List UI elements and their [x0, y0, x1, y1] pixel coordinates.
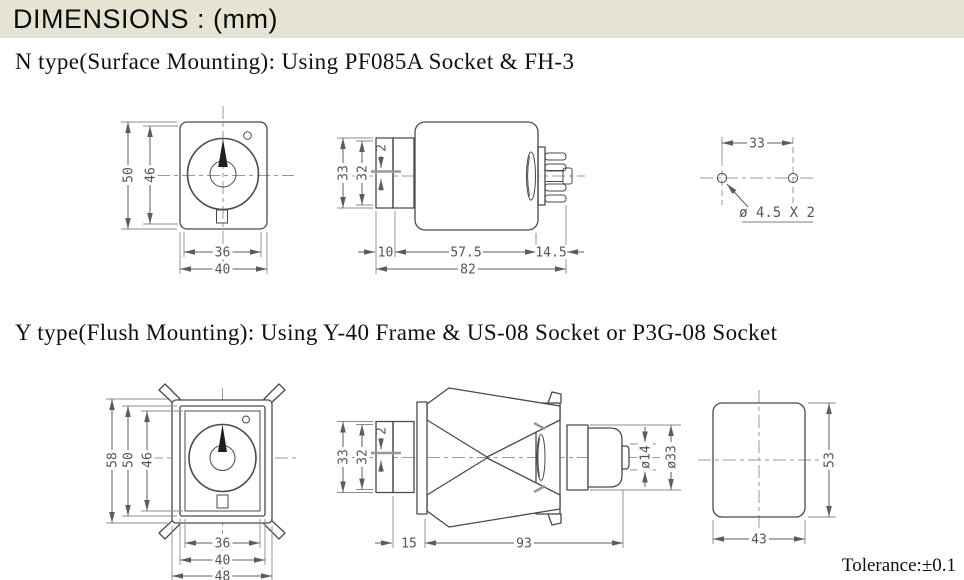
dim-label: 33 [336, 449, 352, 465]
relay-body [415, 122, 538, 230]
dial-pointer [218, 139, 228, 167]
dim-label: 36 [214, 245, 231, 261]
dim-label: ø14 [638, 445, 654, 469]
n-mounting-holes [700, 136, 817, 222]
dim-label: 32 [355, 449, 371, 465]
dim-label: 33 [336, 165, 352, 181]
shaft-tip [622, 446, 629, 469]
y-side-view [336, 388, 682, 552]
dim-label: 46 [143, 167, 159, 183]
header-bar [0, 0, 964, 38]
dim-label: 14.5 [535, 245, 567, 261]
leader-line [727, 184, 748, 207]
dim-label: 50 [121, 452, 137, 468]
dim-label: 93 [516, 536, 532, 552]
knob-knurl [393, 138, 414, 208]
socket-cylinder [588, 428, 622, 487]
dim-label: 58 [105, 452, 121, 468]
socket-tab [548, 392, 561, 403]
dim-label: 50 [121, 167, 137, 183]
dim-label: 32 [355, 165, 371, 181]
reset-window [217, 210, 228, 223]
page-title: DIMENSIONS : (mm) [13, 3, 278, 34]
frame-plate [417, 402, 427, 514]
dim-label: 15 [401, 536, 417, 552]
dim-label: 36 [214, 536, 231, 552]
dim-label: ø33 [664, 445, 680, 469]
n-side-view [336, 122, 586, 278]
n-type-title: N type(Surface Mounting): Using PF085A Socket & FH-3 [15, 49, 575, 74]
dim-label: 2 [374, 427, 390, 435]
dim-label: 43 [751, 532, 767, 548]
socket-tab [548, 514, 561, 525]
tolerance-note: Tolerance:±0.1 [841, 555, 956, 576]
y-type-title: Y type(Flush Mounting): Using Y-40 Frame & US-08 Socket or P3G-08 Socket [15, 320, 778, 345]
dim-label: 33 [749, 136, 765, 152]
n-front-view [121, 106, 295, 278]
dim-label: 40 [214, 262, 231, 278]
dim-label: 82 [460, 262, 476, 278]
dim-label: 48 [214, 569, 231, 580]
y-front-view [105, 384, 299, 580]
dim-label: 2 [374, 144, 390, 152]
pin [545, 153, 566, 160]
dim-label: 46 [140, 452, 156, 468]
y-panel-cutout [698, 390, 838, 548]
hole-spec-label: ø 4.5 X 2 [739, 205, 815, 221]
pin [545, 184, 566, 191]
dim-label: 10 [377, 245, 394, 261]
pin [545, 195, 566, 202]
indicator-lamp [244, 132, 252, 140]
dim-label: 57.5 [450, 245, 482, 261]
dim-label: 53 [822, 452, 838, 468]
dim-label: 40 [214, 553, 231, 569]
mounting-frame [172, 400, 272, 523]
